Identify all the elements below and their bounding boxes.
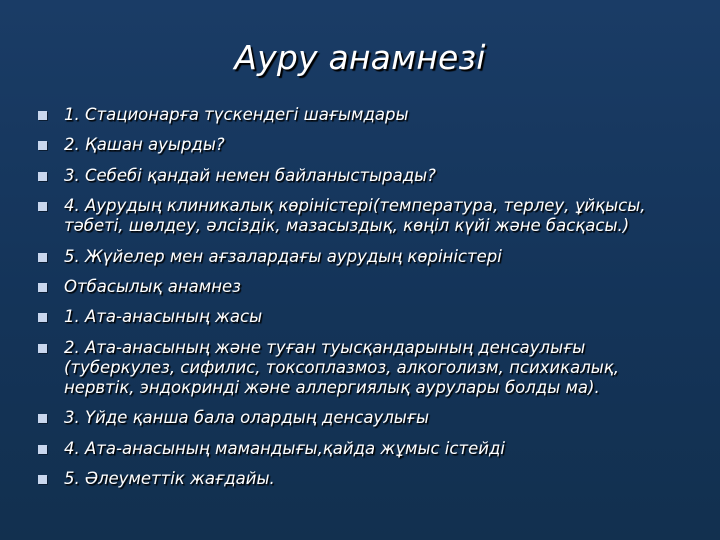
list-item-text: 5. Жүйелер мен ағзалардағы аурудың көріністері [64, 246, 502, 266]
list-item [36, 247, 686, 267]
square-bullet-icon [38, 414, 47, 423]
square-bullet-icon [38, 475, 47, 484]
square-bullet-icon [38, 111, 47, 120]
list-item [36, 469, 686, 489]
list-item [36, 196, 686, 236]
bullet-list [36, 105, 686, 499]
list-item-text: 1. Стационарға түскендегі шағымдары [64, 105, 409, 124]
list-item-text: 2. Ата-анасының және туған туысқандарының денсаулығы (туберкулез, сифилис, токсоплазмоз, алкоголизм, психикалық, нервтік, эндокринді және аллергиялық аурулары болды ма). [64, 337, 620, 397]
list-item [36, 338, 686, 398]
list-item [36, 166, 686, 186]
list-item-text: 5. Әлеуметтік жағдайы. [64, 468, 275, 488]
slide-title: Ауру анамнезі [234, 38, 486, 77]
square-bullet-icon [38, 141, 47, 150]
list-item-text: 3. Себебі қандай немен байланыстырады? [64, 165, 436, 185]
list-item-text: 3. Үйде қанша бала олардың денсаулығы [64, 408, 429, 428]
list-item [36, 439, 686, 459]
list-item-text: 4. Ата-анасының мамандығы,қайда жұмыс істейді [64, 438, 505, 458]
list-item-text: Отбасылық анамнез [64, 276, 241, 296]
list-item [36, 135, 686, 155]
list-item [36, 408, 686, 428]
square-bullet-icon [38, 253, 47, 262]
list-item-text: 1. Ата-анасының жасы [64, 307, 263, 327]
square-bullet-icon [38, 172, 47, 181]
square-bullet-icon [38, 283, 47, 292]
list-item-text: 4. Аурудың клиникалық көріністері(температура, терлеу, ұйқысы, тәбеті, шөлдеу, әлсіздік, мазасыздық, көңіл күйі және басқасы.) [64, 196, 646, 236]
square-bullet-icon [38, 445, 47, 454]
list-item [36, 105, 686, 125]
square-bullet-icon [38, 313, 47, 322]
list-item-text: 2. Қашан ауырды? [64, 135, 225, 155]
list-item [36, 277, 686, 297]
square-bullet-icon [38, 344, 47, 353]
list-item [36, 307, 686, 327]
square-bullet-icon [38, 202, 47, 211]
